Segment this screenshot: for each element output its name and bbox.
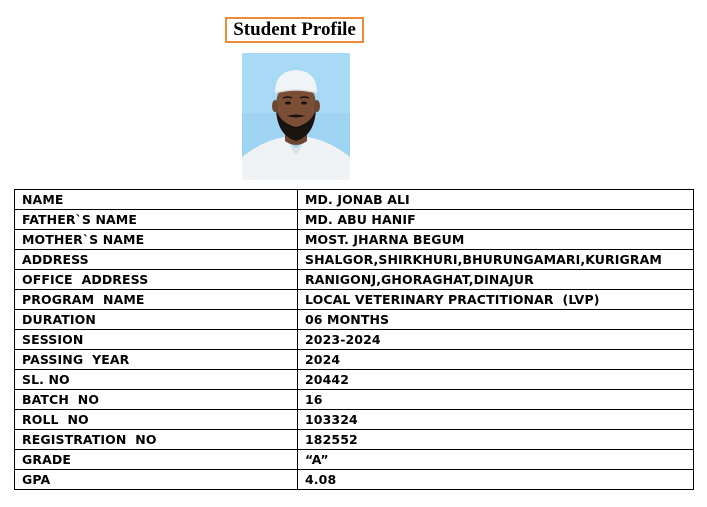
- row-value: 103324: [298, 410, 694, 430]
- row-value: “A”: [298, 450, 694, 470]
- row-value: MD. ABU HANIF: [298, 210, 694, 230]
- row-value: LOCAL VETERINARY PRACTITIONAR (LVP): [298, 290, 694, 310]
- row-label: DURATION: [15, 310, 298, 330]
- row-value: 16: [298, 390, 694, 410]
- table-row: [15, 330, 694, 350]
- table-row: [15, 250, 694, 270]
- row-value: SHALGOR,SHIRKHURI,BHURUNGAMARI,KURIGRAM: [298, 250, 694, 270]
- row-label: BATCH NO: [15, 390, 298, 410]
- table-row: [15, 370, 694, 390]
- table-row: [15, 350, 694, 370]
- student-photo: [242, 53, 350, 180]
- table-row: [15, 450, 694, 470]
- row-value: 182552: [298, 430, 694, 450]
- row-label: ROLL NO: [15, 410, 298, 430]
- table-row: [15, 310, 694, 330]
- row-label: SESSION: [15, 330, 298, 350]
- page-title: Student Profile: [225, 17, 364, 43]
- row-label: NAME: [15, 190, 298, 210]
- row-label: GPA: [15, 470, 298, 490]
- row-label: PASSING YEAR: [15, 350, 298, 370]
- row-label: ADDRESS: [15, 250, 298, 270]
- table-row: [15, 270, 694, 290]
- table-row: [15, 470, 694, 490]
- row-value: 06 MONTHS: [298, 310, 694, 330]
- table-row: [15, 430, 694, 450]
- row-label: FATHER`S NAME: [15, 210, 298, 230]
- table-row: [15, 410, 694, 430]
- row-label: PROGRAM NAME: [15, 290, 298, 310]
- table-row: [15, 190, 694, 210]
- row-label: SL. NO: [15, 370, 298, 390]
- row-label: GRADE: [15, 450, 298, 470]
- student-profile-table: [14, 189, 694, 490]
- row-value: 2024: [298, 350, 694, 370]
- row-value: RANIGONJ,GHORAGHAT,DINAJUR: [298, 270, 694, 290]
- row-value: 2023-2024: [298, 330, 694, 350]
- row-label: REGISTRATION NO: [15, 430, 298, 450]
- table-row: [15, 230, 694, 250]
- table-row: [15, 290, 694, 310]
- row-value: MD. JONAB ALI: [298, 190, 694, 210]
- row-label: OFFICE ADDRESS: [15, 270, 298, 290]
- row-value: 20442: [298, 370, 694, 390]
- row-label: MOTHER`S NAME: [15, 230, 298, 250]
- row-value: 4.08: [298, 470, 694, 490]
- table-row: [15, 390, 694, 410]
- table-row: [15, 210, 694, 230]
- row-value: MOST. JHARNA BEGUM: [298, 230, 694, 250]
